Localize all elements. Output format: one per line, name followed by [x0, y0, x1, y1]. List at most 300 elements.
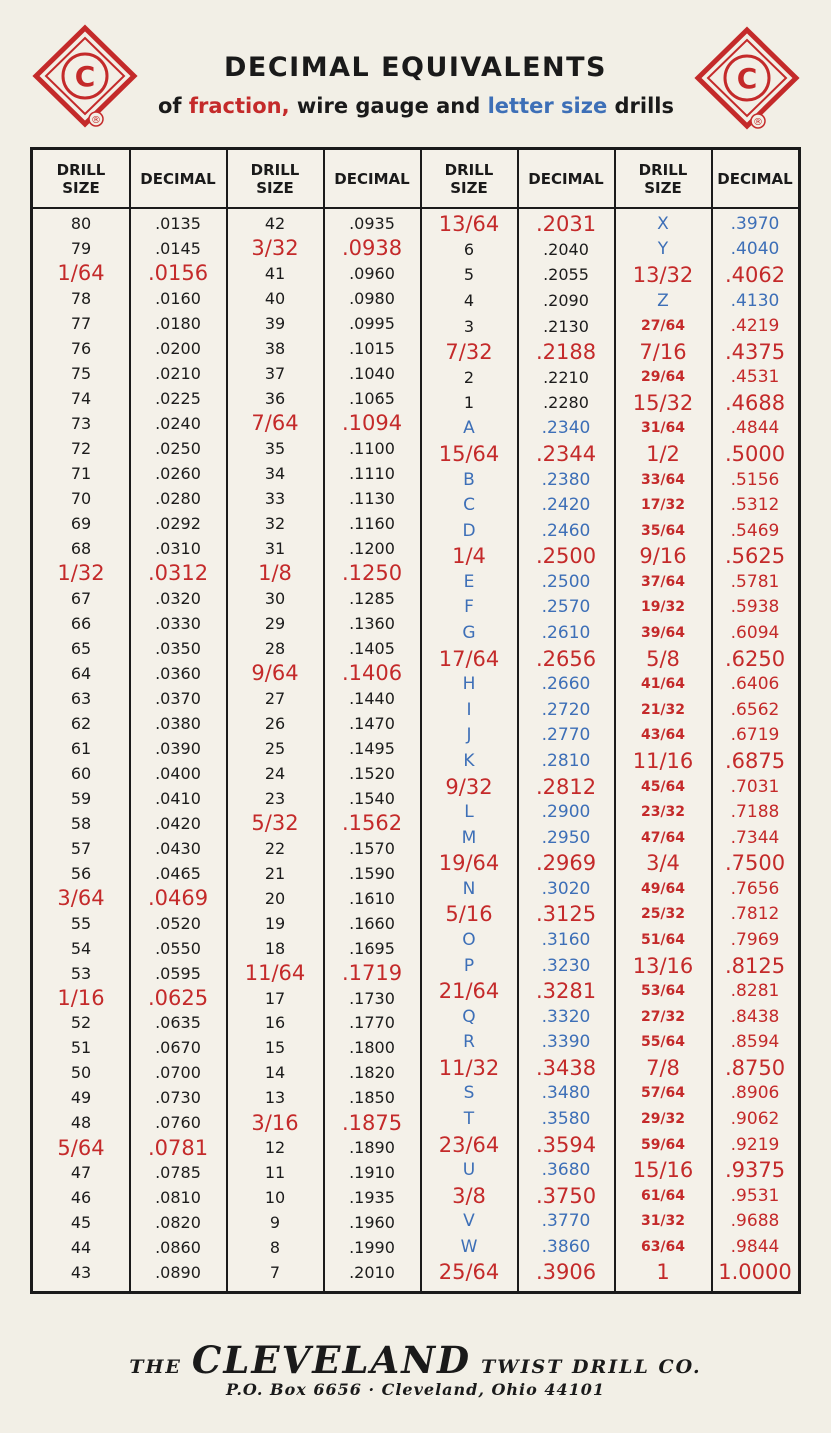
decimal-cell: .0225: [155, 388, 201, 408]
drill-size-cell: 1/32: [57, 561, 105, 586]
table-row: [33, 686, 226, 711]
drill-size-cell: 25: [264, 738, 286, 758]
decimal-cell: .6875: [724, 748, 786, 773]
table-row: [33, 511, 226, 536]
table-row: [615, 595, 798, 621]
drill-size-cell: 45/64: [640, 778, 686, 795]
drill-size-cell: 14: [264, 1063, 286, 1083]
table-row: [615, 646, 798, 672]
decimal-cell: .9375: [724, 1158, 786, 1183]
decimal-cell: .2380: [541, 469, 591, 490]
decimal-cell: .3750: [535, 1183, 597, 1208]
decimal-cell: .0550: [155, 938, 201, 958]
table-row: [615, 671, 798, 697]
decimal-cell: .2344: [535, 441, 597, 466]
drill-size-cell: 69: [70, 513, 92, 533]
decimal-cell: .1890: [349, 1138, 395, 1158]
table-row: [227, 511, 420, 536]
drill-size-cell: 57: [70, 838, 92, 858]
decimal-cell: .3770: [541, 1211, 591, 1232]
table-row: [421, 390, 614, 416]
drill-size-cell: 32: [264, 513, 286, 533]
table-row: [421, 313, 614, 339]
table-row: [421, 876, 614, 902]
drill-size-cell: 9/32: [445, 774, 493, 799]
table-row: [227, 711, 420, 736]
table-row: [615, 288, 798, 314]
decimal-cell: .4130: [730, 290, 780, 311]
drill-size-cell: 40: [264, 288, 286, 308]
decimal-cell: .8906: [730, 1083, 780, 1104]
decimal-cell: .0938: [341, 236, 403, 261]
table-row: [421, 1081, 614, 1107]
drill-size-cell: 66: [70, 613, 92, 633]
table-row: [227, 586, 420, 611]
decimal-cell: .6562: [730, 699, 780, 720]
table-row: [615, 237, 798, 263]
decimal-cell: .3281: [535, 979, 597, 1004]
drill-size-cell: 9/16: [639, 544, 687, 569]
decimal-cell: 1.0000: [718, 1260, 792, 1285]
drill-size-cell: 52: [70, 1013, 92, 1033]
table-row: [421, 799, 614, 825]
decimal-cell: .2950: [541, 827, 591, 848]
drill-size-cell: 20: [264, 888, 286, 908]
drill-size-cell: 55/64: [640, 1034, 686, 1051]
decimal-cell: .0160: [155, 288, 201, 308]
drill-size-cell: 8: [269, 1238, 281, 1258]
drill-size-cell: 13/16: [632, 953, 694, 978]
decimal-cell: .1440: [349, 688, 395, 708]
table-row: [227, 336, 420, 361]
drill-size-cell: 7/32: [445, 339, 493, 364]
table-row: [227, 911, 420, 936]
table-row: [227, 211, 420, 236]
drill-size-cell: C: [463, 495, 475, 516]
decimal-cell: .4688: [724, 390, 786, 415]
drill-size-cell: 23: [264, 788, 286, 808]
header-label: DECIMAL: [717, 169, 793, 188]
decimal-cell: .1770: [349, 1013, 395, 1033]
table-row: [421, 237, 614, 263]
drill-size-cell: 19/64: [438, 851, 500, 876]
table-row: [615, 1004, 798, 1030]
table-row: [421, 697, 614, 723]
decimal-cell: .4375: [724, 339, 786, 364]
decimal-cell: .2810: [541, 750, 591, 771]
drill-size-cell: 22: [264, 838, 286, 858]
table-row: [33, 761, 226, 786]
table-row: [615, 774, 798, 800]
table-row: [227, 486, 420, 511]
header-drill-size: [227, 150, 323, 207]
drill-size-cell: 16: [264, 1013, 286, 1033]
drill-size-cell: 27: [264, 688, 286, 708]
decimal-cell: .0390: [155, 738, 201, 758]
decimal-cell: .3860: [541, 1236, 591, 1257]
decimal-cell: .3320: [541, 1006, 591, 1027]
decimal-cell: .9219: [730, 1134, 780, 1155]
table-row: [615, 1132, 798, 1158]
table-row: [421, 1030, 614, 1056]
header-label: DRILL SIZE: [56, 160, 106, 197]
decimal-cell: .2340: [541, 418, 591, 439]
drill-size-cell: 7/64: [251, 411, 299, 436]
header-label: DRILL SIZE: [444, 160, 494, 197]
decimal-cell: .9531: [730, 1185, 780, 1206]
decimal-cell: .1200: [349, 538, 395, 558]
drill-size-cell: 23/32: [640, 804, 686, 821]
subtitle-letter-size: letter size: [487, 94, 608, 118]
company-address: P.O. Box 6656 · Cleveland, Ohio 44101: [225, 1380, 606, 1399]
drill-size-cell: 67: [70, 588, 92, 608]
decimal-cell: .3906: [535, 1260, 597, 1285]
drill-size-cell: Y: [657, 239, 669, 260]
table-row: [615, 492, 798, 518]
drill-size-cell: 5/64: [57, 1135, 105, 1160]
table-row: [421, 544, 614, 570]
drill-size-cell: 3: [463, 316, 475, 336]
decimal-cell: .0250: [155, 438, 201, 458]
table-row: [615, 978, 798, 1004]
table-row: [421, 927, 614, 953]
table-row: [615, 544, 798, 570]
drill-size-cell: 80: [70, 213, 92, 233]
drill-size-cell: 1/16: [57, 986, 105, 1010]
table-row: [421, 850, 614, 876]
table-row: [33, 911, 226, 936]
table-row: [33, 711, 226, 736]
table-row: [227, 611, 420, 636]
drill-size-cell: 1/2: [646, 441, 680, 466]
table-row: [421, 953, 614, 979]
table-row: [227, 961, 420, 986]
drill-size-cell: 63: [70, 688, 92, 708]
decimal-cell: .7344: [730, 827, 780, 848]
table-row: [227, 286, 420, 311]
drill-size-cell: 39/64: [640, 625, 686, 642]
decimal-cell: .7969: [730, 929, 780, 950]
decimal-cell: .1960: [349, 1213, 395, 1233]
drill-size-cell: 51/64: [640, 931, 686, 948]
decimal-cell: .3390: [541, 1032, 591, 1053]
drill-size-cell: 29: [264, 613, 286, 633]
decimal-cell: .2570: [541, 597, 591, 618]
drill-size-cell: 7/8: [646, 1055, 680, 1080]
table-column-group: [421, 211, 614, 1285]
drill-size-cell: 19/32: [640, 599, 686, 616]
decimal-cell: .0240: [155, 413, 201, 433]
table-row: [33, 286, 226, 311]
drill-size-cell: 2: [463, 367, 475, 387]
table-row: [227, 1185, 420, 1210]
drill-size-cell: 3/32: [251, 236, 299, 261]
table-row: [421, 1106, 614, 1132]
decimal-cell: .1660: [349, 913, 395, 933]
table-row: [421, 467, 614, 493]
drill-size-cell: 77: [70, 313, 92, 333]
table-row: [227, 1210, 420, 1235]
table-row: [227, 1160, 420, 1185]
drill-size-cell: 73: [70, 413, 92, 433]
table-row: [33, 836, 226, 861]
table-row: [227, 536, 420, 561]
table-row: [33, 886, 226, 911]
table-row: [227, 1260, 420, 1285]
drill-size-cell: S: [463, 1083, 475, 1104]
decimal-cell: .2031: [535, 211, 597, 236]
table-row: [33, 486, 226, 511]
drill-size-cell: 51: [70, 1038, 92, 1058]
decimal-cell: .1520: [349, 763, 395, 783]
decimal-cell: .2969: [535, 851, 597, 876]
drill-size-cell: 11/16: [632, 748, 694, 773]
decimal-cell: .1570: [349, 838, 395, 858]
drill-size-cell: D: [462, 520, 476, 541]
drill-size-cell: 35: [264, 438, 286, 458]
table-row: [227, 661, 420, 686]
table-row: [33, 811, 226, 836]
drill-size-cell: 68: [70, 538, 92, 558]
drill-size-cell: 3/64: [57, 886, 105, 911]
drill-size-cell: P: [463, 955, 475, 976]
drill-size-cell: 44: [70, 1238, 92, 1258]
drill-size-cell: 11/64: [244, 961, 306, 986]
decimal-cell: .3230: [541, 955, 591, 976]
decimal-cell: .3160: [541, 929, 591, 950]
table-row: [615, 953, 798, 979]
drill-size-cell: 38: [264, 338, 286, 358]
header-label: DRILL SIZE: [638, 160, 688, 197]
decimal-cell: .0860: [155, 1238, 201, 1258]
drill-size-cell: 5/32: [251, 811, 299, 836]
drill-size-cell: 13/32: [632, 262, 694, 287]
table-row: [421, 339, 614, 365]
table-row: [227, 1085, 420, 1110]
drill-size-cell: G: [462, 623, 476, 644]
table-row: [421, 1132, 614, 1158]
drill-size-cell: 31/64: [640, 420, 686, 437]
drill-size-cell: 47: [70, 1163, 92, 1183]
table-row: [615, 1081, 798, 1107]
decimal-cell: .1094: [341, 411, 403, 436]
table-row: [421, 262, 614, 288]
decimal-cell: .0280: [155, 488, 201, 508]
decimal-cell: .0465: [155, 863, 201, 883]
drill-size-cell: 11/32: [438, 1055, 500, 1080]
decimal-cell: .2090: [543, 291, 589, 311]
table-row: [33, 1110, 226, 1135]
decimal-cell: .0135: [155, 213, 201, 233]
logo-letter: C: [736, 62, 758, 95]
decimal-cell: .5000: [724, 441, 786, 466]
logo-letter: C: [74, 60, 96, 93]
drill-size-cell: 15: [264, 1038, 286, 1058]
decimal-cell: .3480: [541, 1083, 591, 1104]
table-row: [615, 211, 798, 237]
drill-size-cell: 65: [70, 638, 92, 658]
drill-size-cell: 29/32: [640, 1111, 686, 1128]
drill-size-cell: U: [462, 1160, 476, 1181]
table-row: [615, 262, 798, 288]
drill-size-cell: 64: [70, 663, 92, 683]
drill-size-cell: 41/64: [640, 676, 686, 693]
decimal-cell: .4844: [730, 418, 780, 439]
table-row: [33, 436, 226, 461]
drill-size-cell: 13: [264, 1088, 286, 1108]
table-row: [615, 313, 798, 339]
table-row: [227, 636, 420, 661]
header-decimal: [712, 150, 798, 207]
table-row: [615, 902, 798, 928]
drill-size-cell: 17/64: [438, 646, 500, 671]
table-row: [615, 1183, 798, 1209]
decimal-cell: .0312: [147, 561, 209, 586]
table-row: [227, 861, 420, 886]
table-row: [615, 1209, 798, 1235]
table-column-group: [33, 211, 226, 1285]
decimal-cell: .7656: [730, 878, 780, 899]
drill-size-cell: T: [463, 1109, 475, 1130]
decimal-cell: .2500: [535, 544, 597, 569]
subtitle-part: wire gauge and: [289, 94, 488, 118]
drill-size-cell: 3/4: [646, 851, 680, 876]
drill-size-cell: 5: [463, 265, 475, 285]
drill-size-cell: 21/32: [640, 701, 686, 718]
table-row: [33, 986, 226, 1011]
table-row: [421, 569, 614, 595]
table-row: [615, 467, 798, 493]
decimal-cell: .1875: [341, 1110, 403, 1135]
table-row: [33, 1260, 226, 1285]
decimal-cell: .0400: [155, 763, 201, 783]
subtitle-part: drills: [607, 94, 674, 118]
drill-size-cell: 11: [264, 1163, 286, 1183]
decimal-cell: .0370: [155, 688, 201, 708]
drill-size-cell: 5/8: [646, 646, 680, 671]
drill-size-cell: Q: [462, 1006, 476, 1027]
decimal-cell: .0469: [147, 886, 209, 911]
drill-size-cell: 12: [264, 1138, 286, 1158]
drill-size-cell: 47/64: [640, 829, 686, 846]
decimal-cell: .2280: [543, 393, 589, 413]
table-row: [33, 1085, 226, 1110]
table-row: [615, 1260, 798, 1286]
decimal-cell: .4062: [724, 262, 786, 287]
decimal-cell: .2420: [541, 495, 591, 516]
decimal-cell: .2210: [543, 367, 589, 387]
table-row: [421, 978, 614, 1004]
drill-size-cell: 31/32: [640, 1213, 686, 1230]
table-row: [33, 936, 226, 961]
drill-size-cell: 3/8: [452, 1183, 486, 1208]
table-row: [33, 536, 226, 561]
table-row: [227, 1110, 420, 1135]
table-row: [227, 686, 420, 711]
table-row: [227, 1235, 420, 1260]
decimal-cell: .0700: [155, 1063, 201, 1083]
drill-size-cell: 53/64: [640, 983, 686, 1000]
table-row: [33, 1235, 226, 1260]
decimal-cell: .0730: [155, 1088, 201, 1108]
decimal-cell: .0890: [155, 1263, 201, 1283]
table-row: [615, 876, 798, 902]
decimal-cell: .5312: [730, 495, 780, 516]
drill-size-cell: 63/64: [640, 1238, 686, 1255]
drill-size-cell: 36: [264, 388, 286, 408]
drill-size-cell: 79: [70, 238, 92, 258]
decimal-cell: .1015: [349, 338, 395, 358]
table-row: [33, 861, 226, 886]
decimal-cell: .4040: [730, 239, 780, 260]
decimal-cell: .5938: [730, 597, 780, 618]
page-subtitle: [112, 94, 720, 118]
table-row: [421, 416, 614, 442]
drill-size-cell: 57/64: [640, 1085, 686, 1102]
decimal-cell: .0330: [155, 613, 201, 633]
cleveland-logo-icon: [692, 26, 802, 136]
decimal-cell: .2900: [541, 802, 591, 823]
decimal-cell: .1800: [349, 1038, 395, 1058]
table-row: [33, 961, 226, 986]
table-row: [227, 736, 420, 761]
decimal-cell: .0360: [155, 663, 201, 683]
table-row: [33, 611, 226, 636]
logo-registered-mark: ®: [753, 117, 763, 128]
table-row: [615, 927, 798, 953]
table-row: [33, 636, 226, 661]
drill-size-cell: 19: [264, 913, 286, 933]
drill-size-cell: W: [460, 1236, 478, 1257]
decimal-cell: .1160: [349, 513, 395, 533]
drill-size-cell: 54: [70, 938, 92, 958]
table-column-group: [615, 211, 798, 1285]
table-row: [227, 436, 420, 461]
table-row: [615, 723, 798, 749]
drill-size-cell: 33/64: [640, 471, 686, 488]
decimal-cell: .0670: [155, 1038, 201, 1058]
decimal-cell: .0430: [155, 838, 201, 858]
drill-size-cell: 17: [264, 988, 286, 1008]
decimal-cell: .7812: [730, 904, 780, 925]
decimal-cell: .1540: [349, 788, 395, 808]
table-row: [421, 748, 614, 774]
decimal-cell: .6406: [730, 674, 780, 695]
table-row: [421, 288, 614, 314]
table-row: [33, 661, 226, 686]
table-row: [33, 736, 226, 761]
table-row: [615, 441, 798, 467]
drill-size-cell: V: [463, 1211, 475, 1232]
drill-size-cell: 48: [70, 1113, 92, 1133]
table-row: [421, 1234, 614, 1260]
table-row: [421, 902, 614, 928]
table-row: [615, 569, 798, 595]
header-divider: [33, 207, 798, 209]
table-row: [421, 1183, 614, 1209]
drill-size-cell: 49/64: [640, 880, 686, 897]
drill-size-cell: 21/64: [438, 979, 500, 1004]
table-row: [33, 1011, 226, 1036]
drill-size-cell: A: [463, 418, 475, 439]
drill-size-cell: H: [462, 674, 476, 695]
decimal-cell: .1360: [349, 613, 395, 633]
subtitle-part: of: [157, 94, 189, 118]
drill-size-cell: 37/64: [640, 573, 686, 590]
decimal-cell: .1405: [349, 638, 395, 658]
decimal-cell: .0635: [155, 1013, 201, 1033]
decimal-cell: .1695: [349, 938, 395, 958]
